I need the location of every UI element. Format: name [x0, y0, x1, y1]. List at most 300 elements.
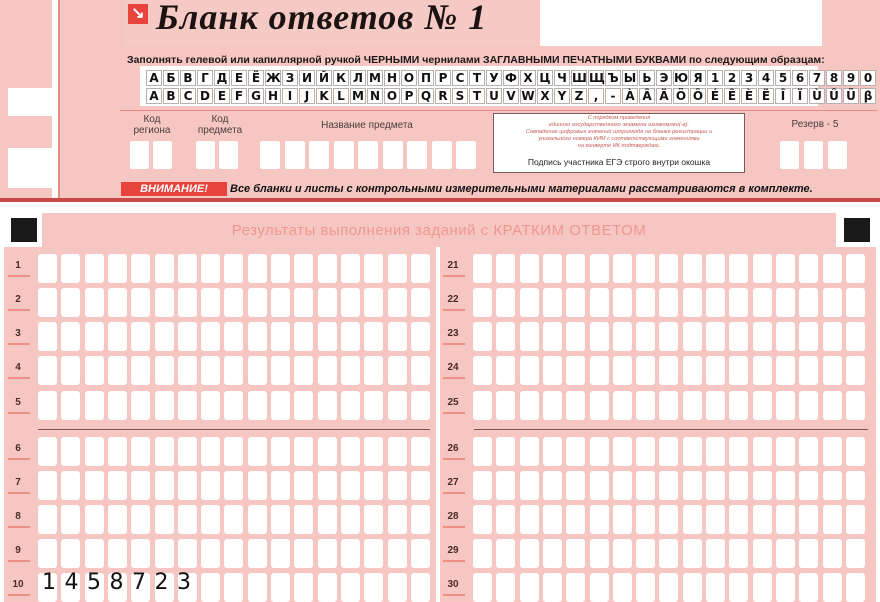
answer-cell[interactable]	[388, 254, 407, 283]
answer-cell[interactable]	[61, 288, 80, 317]
answer-cell[interactable]	[590, 288, 609, 317]
answer-cell[interactable]	[729, 437, 748, 466]
answer-cell[interactable]	[683, 437, 702, 466]
answer-cell[interactable]	[131, 505, 150, 534]
answer-cell[interactable]	[590, 505, 609, 534]
answer-cell[interactable]	[636, 573, 655, 602]
answer-cell[interactable]	[294, 505, 313, 534]
answer-cell[interactable]	[776, 254, 795, 283]
answer-cell[interactable]	[61, 356, 80, 385]
answer-cell[interactable]	[706, 539, 725, 568]
answer-cell[interactable]	[224, 288, 243, 317]
answer-cell[interactable]	[248, 505, 267, 534]
answer-cell[interactable]	[108, 356, 127, 385]
answer-cell[interactable]	[543, 254, 562, 283]
answer-cell[interactable]	[341, 505, 360, 534]
answer-cell[interactable]	[776, 391, 795, 420]
answer-cell[interactable]	[590, 356, 609, 385]
answer-cell[interactable]	[388, 539, 407, 568]
answer-cell[interactable]	[108, 391, 127, 420]
answer-cell[interactable]	[846, 254, 865, 283]
answer-cell[interactable]	[224, 254, 243, 283]
answer-cell[interactable]	[411, 288, 430, 317]
answer-cell[interactable]	[294, 471, 313, 500]
answer-cell[interactable]	[411, 391, 430, 420]
answer-cell[interactable]	[706, 391, 725, 420]
answer-cell[interactable]	[776, 471, 795, 500]
answer-cell[interactable]	[776, 322, 795, 351]
answer-cell[interactable]	[178, 437, 197, 466]
answer-cell[interactable]	[318, 573, 337, 602]
answer-cell[interactable]	[131, 322, 150, 351]
answer-cell[interactable]	[38, 391, 57, 420]
answer-cell[interactable]	[318, 391, 337, 420]
answer-cell[interactable]	[636, 437, 655, 466]
answer-cell[interactable]	[318, 539, 337, 568]
answer-cell[interactable]	[388, 391, 407, 420]
answer-cell[interactable]	[823, 471, 842, 500]
answer-cell[interactable]	[201, 356, 220, 385]
answer-cell[interactable]	[248, 356, 267, 385]
answer-cell[interactable]	[155, 322, 174, 351]
answer-cell[interactable]	[411, 254, 430, 283]
answer-cell[interactable]	[108, 437, 127, 466]
answer-cell[interactable]	[108, 288, 127, 317]
answer-cell[interactable]	[566, 288, 585, 317]
answer-cell[interactable]	[520, 471, 539, 500]
answer-cell[interactable]	[636, 505, 655, 534]
answer-cell[interactable]	[318, 471, 337, 500]
answer-cell[interactable]	[590, 254, 609, 283]
answer-cell[interactable]	[799, 391, 818, 420]
answer-cell[interactable]	[496, 391, 515, 420]
answer-cell[interactable]	[248, 573, 267, 602]
answer-cell[interactable]	[341, 471, 360, 500]
answer-cell[interactable]	[729, 322, 748, 351]
answer-cell[interactable]	[613, 573, 632, 602]
answer-cell[interactable]	[271, 437, 290, 466]
answer-cell[interactable]	[318, 505, 337, 534]
answer-cell[interactable]	[729, 539, 748, 568]
answer-cell[interactable]	[799, 288, 818, 317]
answer-cell[interactable]	[473, 573, 492, 602]
answer-cell[interactable]	[224, 573, 243, 602]
answer-cell[interactable]	[224, 356, 243, 385]
answer-cell[interactable]	[520, 505, 539, 534]
answer-cell[interactable]	[520, 437, 539, 466]
subject-name-box[interactable]	[456, 141, 476, 169]
answer-cell[interactable]	[201, 437, 220, 466]
answer-cell[interactable]	[636, 322, 655, 351]
region-code-box[interactable]	[153, 141, 172, 169]
answer-cell[interactable]	[776, 288, 795, 317]
answer-cell[interactable]	[799, 505, 818, 534]
answer-cell[interactable]	[271, 505, 290, 534]
answer-cell[interactable]	[318, 322, 337, 351]
answer-cell[interactable]	[520, 391, 539, 420]
answer-cell[interactable]	[473, 471, 492, 500]
answer-cell[interactable]	[85, 471, 104, 500]
answer-cell[interactable]	[178, 471, 197, 500]
answer-cell[interactable]	[729, 288, 748, 317]
answer-cell[interactable]	[799, 322, 818, 351]
answer-cell[interactable]	[61, 437, 80, 466]
answer-cell[interactable]	[85, 391, 104, 420]
answer-cell[interactable]	[108, 471, 127, 500]
answer-cell[interactable]	[683, 505, 702, 534]
answer-cell[interactable]	[364, 505, 383, 534]
answer-cell[interactable]	[543, 573, 562, 602]
answer-cell[interactable]	[613, 254, 632, 283]
answer-cell[interactable]	[155, 391, 174, 420]
answer-cell[interactable]	[799, 539, 818, 568]
answer-cell[interactable]	[753, 254, 772, 283]
answer-cell[interactable]	[683, 254, 702, 283]
answer-cell[interactable]	[473, 505, 492, 534]
answer-cell[interactable]	[341, 322, 360, 351]
answer-cell[interactable]	[636, 356, 655, 385]
answer-cell[interactable]	[520, 288, 539, 317]
answer-cell[interactable]	[364, 288, 383, 317]
answer-cell[interactable]	[543, 356, 562, 385]
answer-cell[interactable]	[753, 573, 772, 602]
answer-cell[interactable]	[248, 288, 267, 317]
answer-cell[interactable]	[108, 322, 127, 351]
answer-cell[interactable]	[846, 505, 865, 534]
answer-cell[interactable]	[341, 573, 360, 602]
answer-cell[interactable]	[224, 505, 243, 534]
answer-cell[interactable]	[108, 254, 127, 283]
answer-cell[interactable]	[776, 573, 795, 602]
answer-cell[interactable]	[659, 391, 678, 420]
answer-cell[interactable]	[613, 471, 632, 500]
answer-cell[interactable]	[294, 356, 313, 385]
answer-cell[interactable]	[473, 391, 492, 420]
answer-cell[interactable]	[178, 539, 197, 568]
answer-cell[interactable]	[683, 322, 702, 351]
answer-cell[interactable]	[799, 356, 818, 385]
answer-cell[interactable]	[496, 356, 515, 385]
answer-cell[interactable]	[271, 254, 290, 283]
answer-cell[interactable]	[496, 322, 515, 351]
answer-cell[interactable]	[683, 391, 702, 420]
answer-cell[interactable]	[846, 288, 865, 317]
answer-cell[interactable]	[473, 322, 492, 351]
answer-cell[interactable]	[590, 437, 609, 466]
answer-cell[interactable]	[496, 288, 515, 317]
answer-cell[interactable]	[636, 539, 655, 568]
answer-cell[interactable]	[543, 322, 562, 351]
answer-cell[interactable]	[131, 471, 150, 500]
answer-cell[interactable]	[566, 391, 585, 420]
answer-cell[interactable]	[846, 539, 865, 568]
answer-cell[interactable]	[799, 437, 818, 466]
subject-code-box[interactable]	[196, 141, 215, 169]
answer-cell[interactable]	[294, 254, 313, 283]
answer-cell[interactable]	[729, 356, 748, 385]
answer-cell[interactable]	[294, 391, 313, 420]
answer-cell[interactable]	[224, 539, 243, 568]
answer-cell[interactable]	[294, 322, 313, 351]
answer-cell[interactable]	[496, 437, 515, 466]
answer-cell[interactable]	[411, 539, 430, 568]
answer-cell[interactable]	[636, 254, 655, 283]
subject-name-box[interactable]	[260, 141, 280, 169]
answer-cell[interactable]	[131, 356, 150, 385]
answer-cell[interactable]	[248, 471, 267, 500]
answer-cell[interactable]	[271, 288, 290, 317]
answer-cell[interactable]	[155, 356, 174, 385]
answer-cell[interactable]	[496, 254, 515, 283]
answer-cell[interactable]	[590, 322, 609, 351]
answer-cell[interactable]	[706, 254, 725, 283]
answer-cell[interactable]	[364, 254, 383, 283]
answer-cell[interactable]	[683, 539, 702, 568]
answer-cell[interactable]	[543, 505, 562, 534]
subject-name-box[interactable]	[285, 141, 305, 169]
answer-cell[interactable]	[659, 471, 678, 500]
answer-cell[interactable]	[590, 539, 609, 568]
answer-cell[interactable]	[318, 254, 337, 283]
answer-cell[interactable]	[659, 254, 678, 283]
answer-cell[interactable]	[85, 356, 104, 385]
answer-cell[interactable]	[473, 539, 492, 568]
subject-name-box[interactable]	[432, 141, 452, 169]
answer-cell[interactable]	[683, 356, 702, 385]
answer-cell[interactable]	[753, 437, 772, 466]
answer-cell[interactable]	[38, 505, 57, 534]
answer-cell[interactable]	[566, 505, 585, 534]
answer-cell[interactable]	[706, 471, 725, 500]
answer-cell[interactable]	[271, 356, 290, 385]
answer-cell[interactable]	[248, 391, 267, 420]
answer-cell[interactable]	[38, 288, 57, 317]
answer-cell[interactable]	[155, 288, 174, 317]
answer-cell[interactable]	[729, 471, 748, 500]
answer-cell[interactable]	[659, 505, 678, 534]
answer-cell[interactable]	[566, 356, 585, 385]
answer-cell[interactable]	[364, 539, 383, 568]
answer-cell[interactable]	[753, 505, 772, 534]
answer-cell[interactable]	[201, 505, 220, 534]
answer-cell[interactable]	[271, 573, 290, 602]
answer-cell[interactable]	[636, 391, 655, 420]
answer-cell[interactable]	[364, 356, 383, 385]
answer-cell[interactable]	[411, 356, 430, 385]
answer-cell[interactable]	[613, 391, 632, 420]
answer-cell[interactable]	[776, 505, 795, 534]
answer-cell[interactable]	[364, 391, 383, 420]
answer-cell[interactable]	[823, 391, 842, 420]
answer-cell[interactable]	[155, 437, 174, 466]
answer-cell[interactable]	[248, 322, 267, 351]
answer-cell[interactable]	[683, 288, 702, 317]
answer-cell[interactable]	[271, 322, 290, 351]
answer-cell[interactable]	[248, 437, 267, 466]
answer-cell[interactable]	[85, 254, 104, 283]
subject-name-box[interactable]	[383, 141, 403, 169]
answer-cell[interactable]	[38, 322, 57, 351]
answer-cell[interactable]	[520, 356, 539, 385]
answer-cell[interactable]	[543, 391, 562, 420]
answer-cell[interactable]	[520, 322, 539, 351]
answer-cell[interactable]	[543, 437, 562, 466]
answer-cell[interactable]	[318, 437, 337, 466]
answer-cell[interactable]	[753, 539, 772, 568]
answer-cell[interactable]	[131, 437, 150, 466]
answer-cell[interactable]	[566, 539, 585, 568]
subject-name-box[interactable]	[407, 141, 427, 169]
answer-cell[interactable]	[613, 356, 632, 385]
answer-cell[interactable]	[61, 539, 80, 568]
answer-cell[interactable]	[846, 391, 865, 420]
answer-cell[interactable]	[294, 288, 313, 317]
answer-cell[interactable]	[341, 437, 360, 466]
answer-cell[interactable]	[706, 573, 725, 602]
answer-cell[interactable]	[248, 254, 267, 283]
answer-cell[interactable]	[566, 322, 585, 351]
answer-cell[interactable]	[224, 391, 243, 420]
answer-cell[interactable]	[155, 471, 174, 500]
subject-name-box[interactable]	[358, 141, 378, 169]
answer-cell[interactable]	[201, 471, 220, 500]
answer-cell[interactable]	[131, 254, 150, 283]
answer-cell[interactable]	[85, 437, 104, 466]
answer-cell[interactable]	[61, 391, 80, 420]
answer-cell[interactable]	[178, 505, 197, 534]
answer-cell[interactable]	[799, 254, 818, 283]
answer-cell[interactable]	[38, 437, 57, 466]
answer-cell[interactable]	[753, 391, 772, 420]
answer-cell[interactable]	[520, 254, 539, 283]
answer-cell[interactable]	[543, 471, 562, 500]
answer-cell[interactable]	[846, 322, 865, 351]
answer-cell[interactable]	[85, 505, 104, 534]
answer-cell[interactable]	[496, 573, 515, 602]
answer-cell[interactable]	[823, 437, 842, 466]
answer-cell[interactable]	[341, 356, 360, 385]
answer-cell[interactable]	[659, 539, 678, 568]
answer-cell[interactable]	[683, 471, 702, 500]
answer-cell[interactable]	[178, 288, 197, 317]
reserve-box[interactable]	[780, 141, 799, 169]
answer-cell[interactable]	[776, 356, 795, 385]
answer-cell[interactable]	[659, 437, 678, 466]
answer-cell[interactable]	[753, 322, 772, 351]
answer-cell[interactable]	[85, 322, 104, 351]
answer-cell[interactable]	[473, 356, 492, 385]
answer-cell[interactable]	[318, 288, 337, 317]
answer-cell[interactable]	[729, 391, 748, 420]
answer-cell[interactable]	[294, 437, 313, 466]
subject-code-box[interactable]	[219, 141, 238, 169]
answer-cell[interactable]	[590, 573, 609, 602]
answer-cell[interactable]	[388, 573, 407, 602]
answer-cell[interactable]	[341, 254, 360, 283]
answer-cell[interactable]	[753, 288, 772, 317]
answer-cell[interactable]	[155, 539, 174, 568]
answer-cell[interactable]	[566, 437, 585, 466]
answer-cell[interactable]	[823, 505, 842, 534]
answer-cell[interactable]	[706, 437, 725, 466]
answer-cell[interactable]	[61, 254, 80, 283]
answer-cell[interactable]	[706, 288, 725, 317]
answer-cell[interactable]	[846, 573, 865, 602]
answer-cell[interactable]	[520, 539, 539, 568]
answer-cell[interactable]	[566, 471, 585, 500]
reserve-box[interactable]	[804, 141, 823, 169]
answer-cell[interactable]	[341, 539, 360, 568]
answer-cell[interactable]	[566, 254, 585, 283]
answer-cell[interactable]	[706, 356, 725, 385]
answer-cell[interactable]	[659, 356, 678, 385]
answer-cell[interactable]	[178, 322, 197, 351]
answer-cell[interactable]	[613, 505, 632, 534]
answer-cell[interactable]	[473, 288, 492, 317]
answer-cell[interactable]	[613, 288, 632, 317]
subject-name-box[interactable]	[334, 141, 354, 169]
answer-cell[interactable]	[683, 573, 702, 602]
answer-cell[interactable]	[364, 322, 383, 351]
answer-cell[interactable]	[61, 471, 80, 500]
answer-cell[interactable]	[823, 573, 842, 602]
answer-cell[interactable]	[753, 471, 772, 500]
answer-cell[interactable]	[364, 471, 383, 500]
answer-cell[interactable]	[659, 322, 678, 351]
answer-cell[interactable]	[155, 505, 174, 534]
answer-cell[interactable]	[341, 391, 360, 420]
answer-cell[interactable]	[248, 539, 267, 568]
answer-cell[interactable]	[388, 288, 407, 317]
answer-cell[interactable]	[388, 437, 407, 466]
answer-cell[interactable]	[411, 505, 430, 534]
answer-cell[interactable]	[178, 391, 197, 420]
answer-cell[interactable]	[61, 505, 80, 534]
answer-cell[interactable]	[364, 437, 383, 466]
answer-cell[interactable]	[271, 391, 290, 420]
answer-cell[interactable]	[201, 322, 220, 351]
answer-cell[interactable]	[590, 471, 609, 500]
answer-cell[interactable]	[388, 471, 407, 500]
answer-cell[interactable]	[729, 254, 748, 283]
answer-cell[interactable]	[823, 254, 842, 283]
answer-cell[interactable]	[388, 356, 407, 385]
answer-cell[interactable]	[799, 471, 818, 500]
answer-cell[interactable]	[201, 288, 220, 317]
answer-cell[interactable]	[729, 505, 748, 534]
answer-cell[interactable]	[613, 437, 632, 466]
region-code-box[interactable]	[130, 141, 149, 169]
answer-cell[interactable]	[61, 322, 80, 351]
answer-cell[interactable]	[85, 539, 104, 568]
answer-cell[interactable]	[753, 356, 772, 385]
answer-cell[interactable]	[201, 573, 220, 602]
answer-cell[interactable]	[108, 505, 127, 534]
answer-cell[interactable]	[388, 505, 407, 534]
answer-cell[interactable]	[846, 471, 865, 500]
answer-cell[interactable]	[613, 322, 632, 351]
answer-cell[interactable]	[659, 288, 678, 317]
answer-cell[interactable]	[411, 471, 430, 500]
answer-cell[interactable]	[566, 573, 585, 602]
answer-cell[interactable]	[131, 391, 150, 420]
answer-cell[interactable]	[411, 437, 430, 466]
answer-cell[interactable]	[543, 288, 562, 317]
answer-cell[interactable]	[496, 505, 515, 534]
answer-cell[interactable]	[729, 573, 748, 602]
answer-cell[interactable]	[341, 288, 360, 317]
answer-cell[interactable]	[271, 471, 290, 500]
